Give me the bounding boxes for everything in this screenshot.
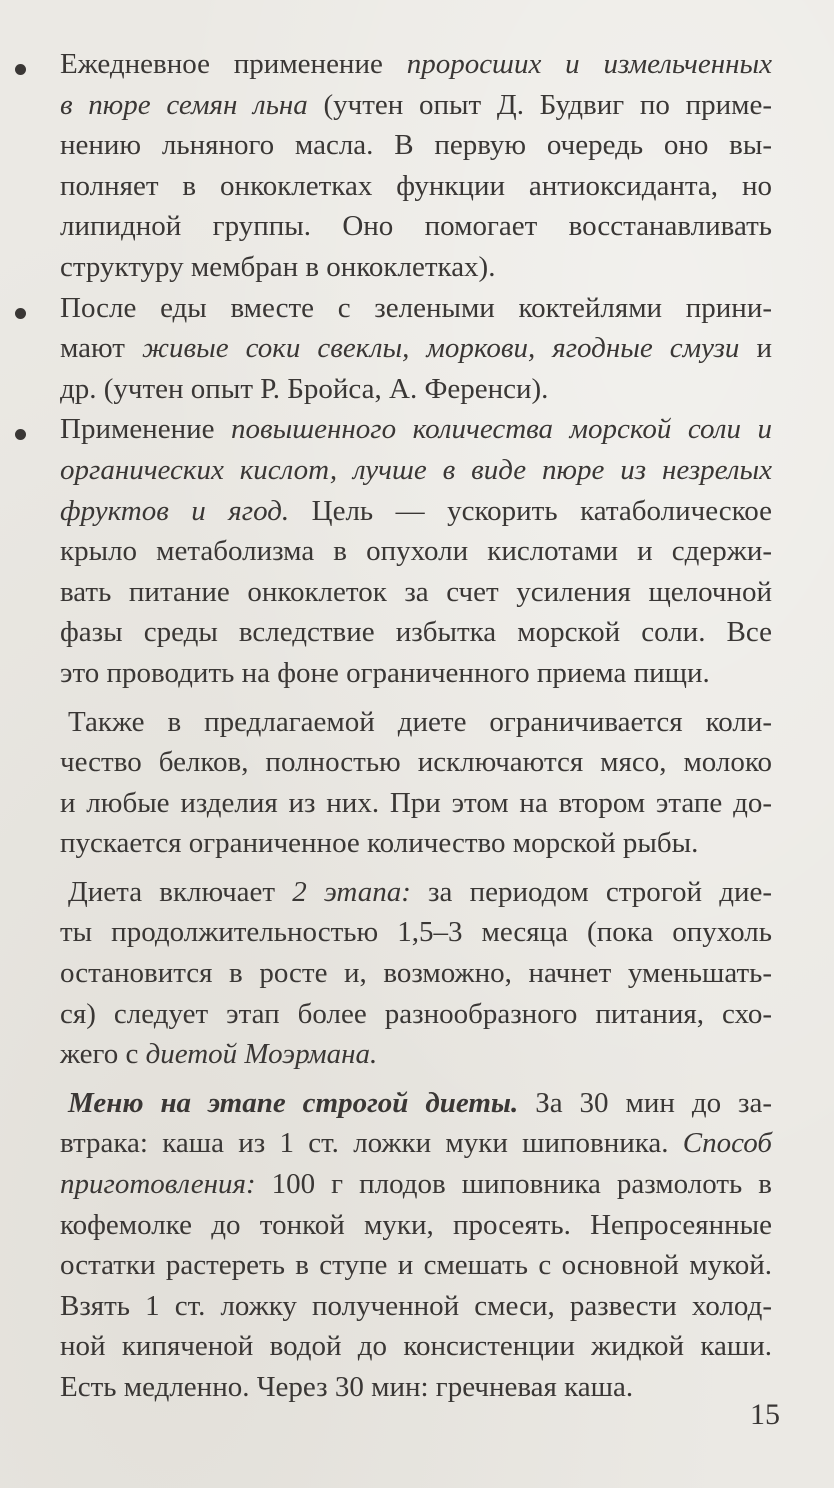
text-line (60, 1326, 772, 1367)
text-run: это проводить на фоне ограниченного приема пищи. (60, 656, 710, 689)
text-line (60, 1123, 772, 1164)
text-line (60, 953, 772, 994)
text-run: вать питание онкоклеток за счет усиления щелочной (60, 575, 772, 608)
italic-text: органических кислот, лучше в виде пюре из незрелых (60, 453, 772, 486)
text-line (60, 994, 772, 1035)
text-run: фазы среды вследствие избытка морской соли. Все (60, 616, 772, 649)
text-line (60, 702, 772, 743)
italic-text: диетой Моэрмана. (145, 1038, 378, 1071)
text-line (60, 85, 772, 126)
text-run: остановится в росте и, возможно, начнет уменьшать- (60, 957, 772, 990)
text-line (60, 531, 772, 572)
text-line (60, 328, 772, 369)
text-run: 100 г плодов шиповника размолоть в (255, 1168, 772, 1201)
text-line (60, 872, 772, 913)
bullet-point-icon (15, 64, 26, 75)
text-run: Диета включает (68, 875, 293, 908)
text-line (60, 1034, 772, 1075)
text-run: остатки растереть в ступе и смешать с основной мукой. (60, 1249, 772, 1282)
italic-text: проросших и измельченных (406, 48, 772, 80)
text-run: Есть медленно. Через 30 мин: гречневая каша. (60, 1371, 634, 1403)
italic-text: приготовления: (60, 1168, 256, 1201)
italic-text: Способ (682, 1127, 772, 1160)
text-line (60, 1083, 772, 1124)
text-line (60, 1367, 772, 1408)
italic-text: живые соки свеклы, моркови, ягодные смузи (142, 332, 740, 365)
text-run: полняет в онкоклетках функции антиоксиданта, но (60, 169, 772, 202)
text-line (60, 653, 772, 694)
text-line (60, 1286, 772, 1327)
text-line (60, 1245, 772, 1286)
italic-text: в пюре семян льна (60, 88, 308, 121)
text-run: Взять 1 ст. ложку полученной смеси, развести холод- (60, 1289, 772, 1322)
text-run: структуру мембран в онкоклетках). (60, 250, 496, 283)
text-run: чество белков, полностью исключаются мясо, молоко (60, 746, 772, 779)
bullet-item (60, 409, 772, 693)
italic-text: фруктов и ягод. (60, 494, 290, 527)
text-run: ся) следует этап более разнообразного питания, схо- (60, 997, 772, 1030)
italic-text: Меню на этапе строгой диеты. (68, 1086, 519, 1119)
text-line (60, 166, 772, 207)
text-run: и любые изделия из них. При этом на втором этапе до- (60, 786, 772, 819)
paragraph (60, 702, 772, 864)
text-line (60, 44, 772, 85)
text-run: Применение (60, 413, 232, 446)
bullet-item (60, 288, 772, 410)
text-run: нению льняного масла. В первую очередь оно вы- (60, 129, 772, 162)
text-run: После еды вместе с зелеными коктейлями прини- (60, 291, 772, 324)
text-line (60, 612, 772, 653)
text-line (60, 742, 772, 783)
page-number: 15 (750, 1398, 780, 1431)
paragraph (60, 872, 772, 1075)
text-run: мают (60, 332, 143, 365)
text-run: втрака: каша из 1 ст. ложки муки шиповника. (60, 1127, 683, 1160)
text-line (60, 125, 772, 166)
text-run: кофемолке до тонкой муки, просеять. Непросеянные (60, 1208, 772, 1241)
page-text (60, 44, 772, 1408)
bullet-item (60, 44, 772, 288)
text-line (60, 247, 772, 288)
paragraph (60, 1083, 772, 1408)
text-run: пускается ограниченное количество морской рыбы. (60, 827, 699, 860)
text-line (60, 1205, 772, 1246)
bullet-point-icon (15, 308, 26, 319)
text-run: крыло метаболизма в опухоли кислотами и сдержи- (60, 535, 772, 568)
text-line (60, 823, 772, 864)
text-run: ной кипяченой водой до консистенции жидкой каши. (60, 1330, 772, 1363)
text-line (60, 491, 772, 532)
text-line (60, 288, 772, 329)
text-run: др. (учтен опыт Р. Бройса, А. Ференси). (60, 372, 549, 405)
text-line (60, 369, 772, 410)
text-line (60, 450, 772, 491)
text-line (60, 783, 772, 824)
italic-text: 2 этапа: (292, 875, 411, 908)
text-run: липидной группы. Оно помогает восстанавливать (60, 210, 772, 243)
text-run: и (739, 332, 772, 365)
text-line (60, 409, 772, 450)
bullet-point-icon (15, 429, 26, 440)
italic-text: повышенного количества морской соли и (231, 413, 772, 446)
text-run: ты продолжительностью 1,5–3 месяца (пока опухоль (60, 916, 772, 949)
text-run: Ежедневное применение (60, 48, 407, 80)
text-run: жего с (60, 1038, 146, 1071)
text-run: (учтен опыт Д. Будвиг по приме- (307, 88, 772, 121)
text-run: за периодом строгой дие- (410, 875, 773, 908)
text-line (60, 912, 772, 953)
text-run: Также в предлагаемой диете ограничивается коли- (68, 705, 772, 738)
text-line (60, 206, 772, 247)
text-line (60, 572, 772, 613)
text-line (60, 1164, 772, 1205)
text-run: За 30 мин до за- (518, 1086, 772, 1119)
text-run: Цель — ускорить катаболическое (289, 494, 772, 527)
